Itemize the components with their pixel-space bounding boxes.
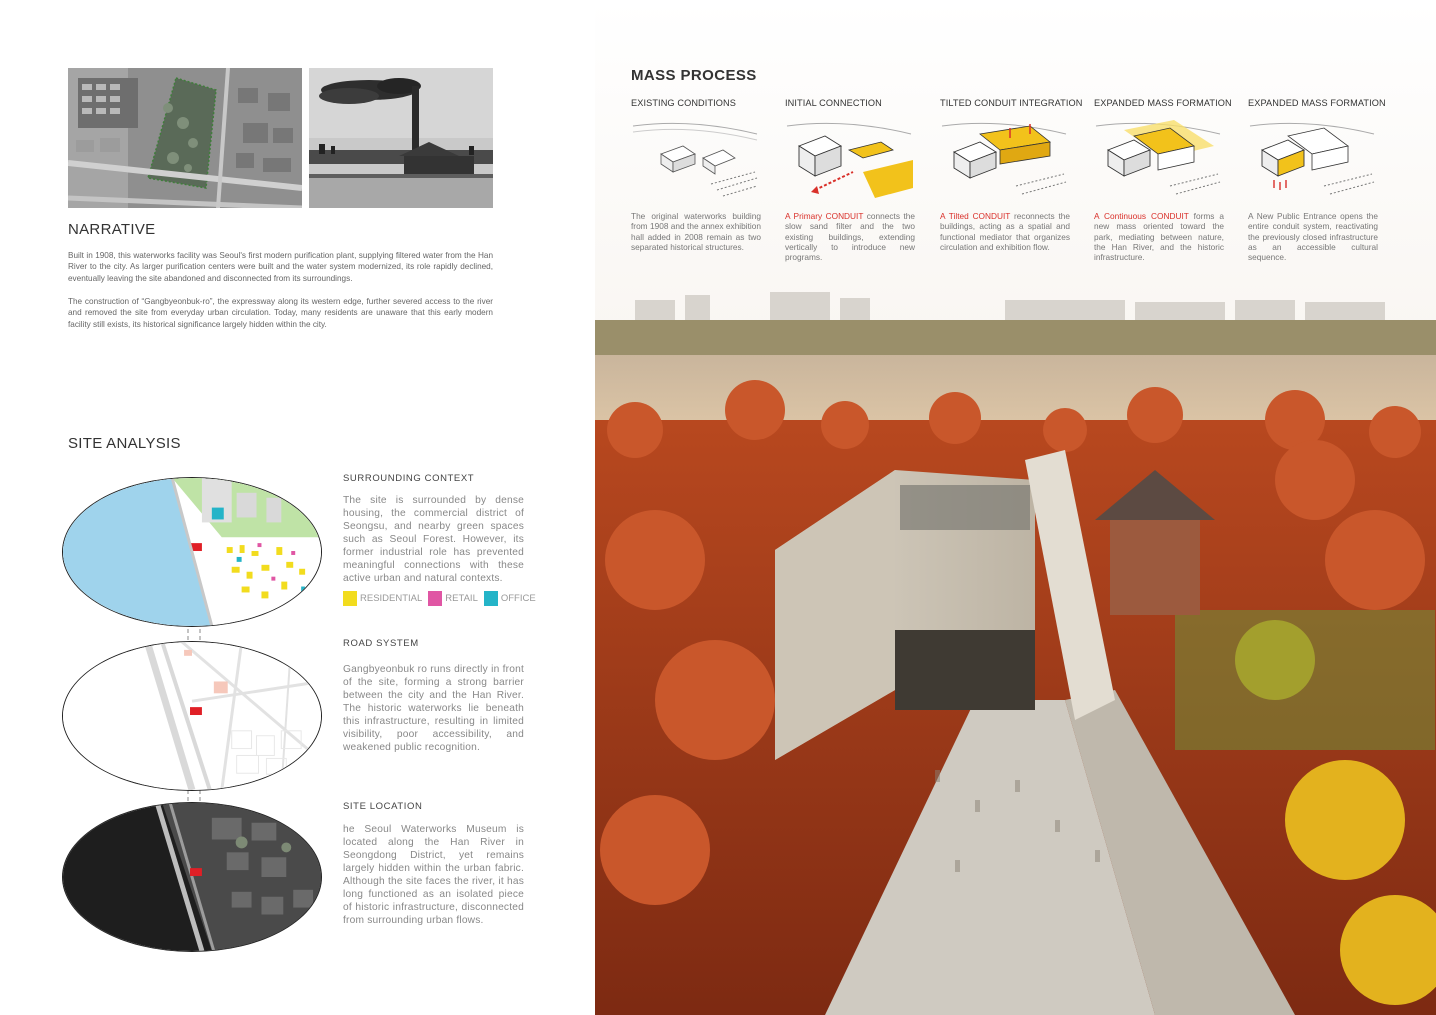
narrative-paragraph-2: The construction of “Gangbyeonbuk-ro”, the expressway along its western edge, further severed access to the river and removed the site from everyday urban circulation. Today, many residents are unaware that this early modern facility still exists, its historical significance largely hidden within the city. bbox=[68, 297, 493, 329]
legend-office-label: OFFICE bbox=[500, 593, 536, 604]
mass-step-3 bbox=[940, 98, 1083, 252]
step-1-body: The original waterworks building from 1908 and the annex exhibition hall added in 2008 remain as two separated historical structures. bbox=[631, 211, 761, 252]
step-3-diagram bbox=[940, 116, 1068, 202]
surrounding-context-title: SURROUNDING CONTEXT bbox=[343, 473, 475, 484]
residential-swatch bbox=[343, 591, 357, 606]
site-location-title: SITE LOCATION bbox=[343, 801, 423, 812]
legend-residential bbox=[343, 591, 422, 606]
retail-swatch bbox=[428, 591, 442, 606]
site-location-map bbox=[62, 802, 322, 952]
road-system-text: Gangbyeonbuk ro runs directly in front of the site, forming a strong barrier between the city and the Han River. The historic waterworks lie beneath this infrastructure, resulting in limited visibility, poor accessibility, and weakened public recognition. bbox=[343, 664, 524, 753]
step-2-highlight: A Primary CONDUIT bbox=[785, 211, 864, 221]
step-3-body: reconnects the buildings, acting as a spatial and functional mediator that organizes circulation and exhibition flow. bbox=[940, 211, 1070, 252]
mass-process-title: MASS PROCESS bbox=[631, 67, 757, 84]
legend-office bbox=[484, 591, 536, 606]
legend-retail bbox=[428, 591, 478, 606]
step-1-diagram bbox=[631, 116, 759, 202]
mass-step-5 bbox=[1248, 98, 1386, 263]
step-2-title: INITIAL CONNECTION bbox=[785, 98, 882, 108]
land-use-legend bbox=[343, 591, 542, 606]
step-4-diagram bbox=[1094, 116, 1222, 202]
road-system-title: ROAD SYSTEM bbox=[343, 638, 419, 649]
mass-step-1 bbox=[631, 98, 761, 252]
step-2-body: connects the slow sand filter and the two existing buildings, extending vertically to introduce new programs. bbox=[785, 211, 915, 263]
narrative-title: NARRATIVE bbox=[68, 221, 156, 238]
narrative-paragraph-1: Built in 1908, this waterworks facility was Seoul's first modern purification plant, supplying filtered water from the Han River to the city. As larger purification centers were built and the water system modernized, its role rapidly declined, eventually leaving the site abandoned and disconnected from its surroundings. bbox=[68, 251, 493, 283]
surrounding-context-text: The site is surrounded by dense housing, the commercial district of Seongsu, and nearby green spaces such as Seoul Forest. However, its former industrial role has prevented meaningful connections with these active urban and natural contexts. bbox=[343, 495, 524, 584]
step-2-diagram bbox=[785, 116, 913, 202]
step-3-title: TILTED CONDUIT INTEGRATION bbox=[940, 98, 1083, 108]
aerial-photo bbox=[68, 68, 302, 208]
step-5-diagram bbox=[1248, 116, 1376, 202]
step-4-title: EXPANDED MASS FORMATION bbox=[1094, 98, 1232, 108]
historic-chimney-photo bbox=[309, 68, 493, 208]
step-4-body: forms a new mass oriented toward the park, mediating between nature, the Han River, and the historic infrastructure. bbox=[1094, 211, 1224, 263]
step-5-title: EXPANDED MASS FORMATION bbox=[1248, 98, 1386, 108]
site-location-text: he Seoul Waterworks Museum is located along the Han River in Seongdong District, yet remains largely hidden within the urban fabric. Although the site faces the river, it has long functioned as an isolated piece of historic infrastructure, disconnected from surrounding urban flows. bbox=[343, 824, 524, 926]
step-1-text bbox=[631, 211, 761, 252]
step-5-text bbox=[1248, 211, 1378, 262]
surrounding-context-map bbox=[62, 477, 322, 627]
step-4-text bbox=[1094, 211, 1224, 262]
mass-step-4 bbox=[1094, 98, 1232, 263]
step-3-text bbox=[940, 211, 1070, 252]
legend-residential-label: RESIDENTIAL bbox=[360, 593, 423, 604]
office-swatch bbox=[484, 591, 498, 606]
step-2-text bbox=[785, 211, 915, 262]
step-5-body: A New Public Entrance opens the entire conduit system, reactivating the previously closed infrastructure as an accessible cultural sequence. bbox=[1248, 211, 1378, 263]
step-1-title: EXISTING CONDITIONS bbox=[631, 98, 737, 108]
left-page bbox=[0, 0, 595, 1015]
road-system-map bbox=[62, 641, 322, 791]
step-3-highlight: A Tilted CONDUIT bbox=[940, 211, 1011, 221]
step-4-highlight: A Continuous CONDUIT bbox=[1094, 211, 1189, 221]
mass-step-2 bbox=[785, 98, 915, 262]
legend-retail-label: RETAIL bbox=[445, 593, 478, 604]
site-analysis-title: SITE ANALYSIS bbox=[68, 435, 181, 452]
right-page bbox=[595, 0, 1436, 1015]
